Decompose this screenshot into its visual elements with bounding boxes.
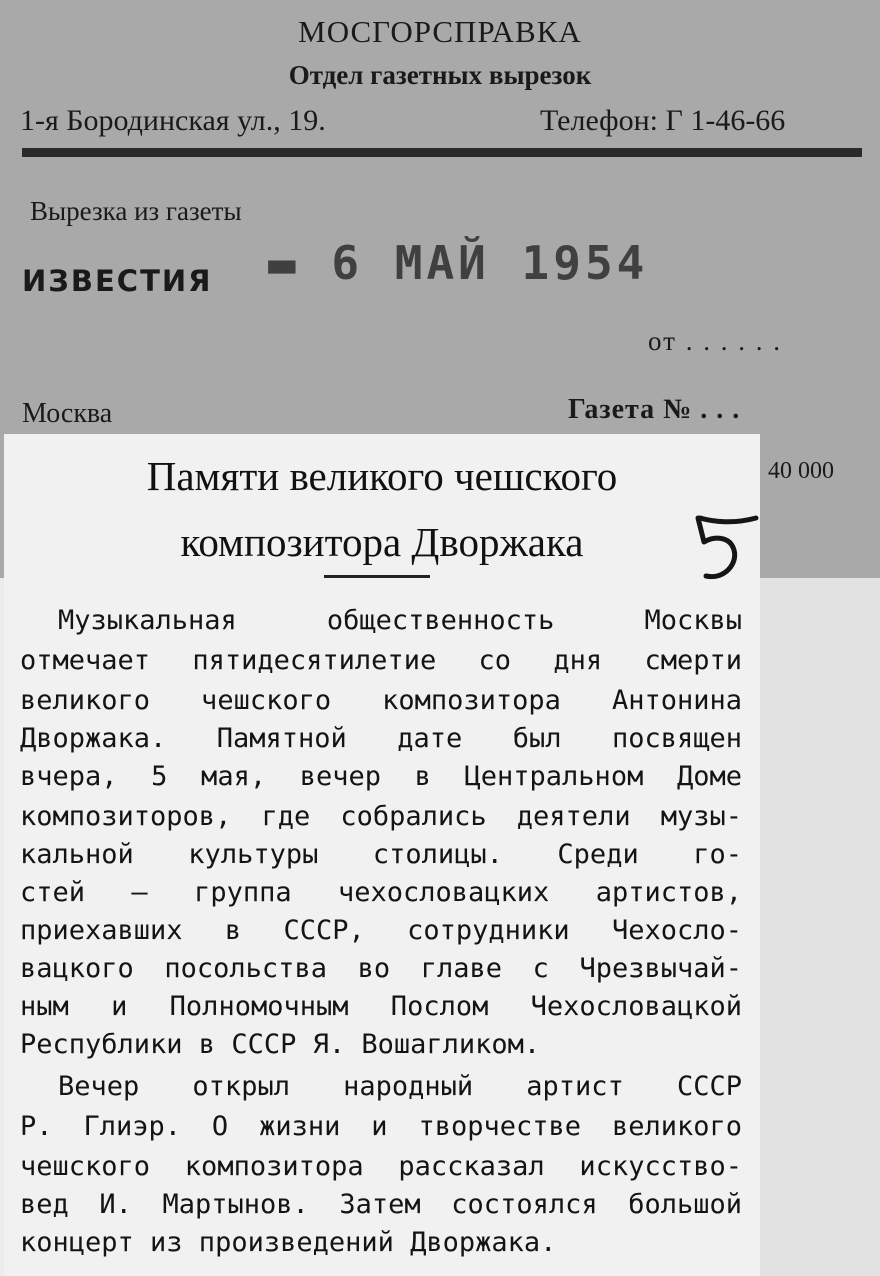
issue-number-field: Газета № . . . (568, 394, 741, 425)
title-underline (324, 575, 430, 578)
article-line: ным и Полномочным Послом Чехословацкой (20, 991, 742, 1022)
header-divider (22, 148, 862, 157)
address: 1-я Бородинская ул., 19. (20, 104, 326, 137)
handwritten-five-mark (690, 506, 760, 596)
article-line: стей — группа чехословацких артистов, (20, 877, 742, 908)
article-line: чешского композитора рассказал искусство- (20, 1151, 742, 1182)
article-title-line-2: композитора Дворжака (180, 519, 584, 565)
department-name: Отдел газетных вырезок (288, 60, 592, 90)
article-line: кальной культуры столицы. Среди го- (20, 839, 742, 870)
article-line: Р. Глиэр. О жизни и творчестве великого (20, 1111, 742, 1142)
date-stamp-text: 6 МАЙ 1954 (331, 236, 649, 290)
clipping-label: Вырезка из газеты (30, 196, 242, 226)
article-line: вацкого посольства во главе с Чрезвычай- (20, 953, 742, 984)
article-line: великого чешского композитора Антонина (20, 685, 742, 716)
from-field: от . . . . . . (648, 326, 782, 356)
article-line: концерт из произведений Дворжака. (20, 1227, 557, 1258)
circulation-number: 40 000 (768, 458, 834, 484)
date-stamp (268, 236, 648, 290)
article-line: Музыкальная общественность Москвы (58, 605, 742, 636)
stamp-dash: ▬ (268, 236, 332, 290)
organization-name: МОСГОРСПРАВКА (298, 14, 582, 49)
newspaper-name: ИЗВЕСТИЯ (22, 264, 213, 298)
article-line: отмечает пятидесятилетие со дня смерти (20, 645, 742, 676)
article-line: приехавших в СССР, сотрудники Чехосло- (20, 915, 742, 946)
article-line: Республики в СССР Я. Вошагликом. (20, 1029, 541, 1060)
article-line: вед И. Мартынов. Затем состоялся большой (20, 1189, 742, 1220)
article-line: композиторов, где собрались деятели музы- (20, 801, 742, 832)
article-line: Вечер открыл народный артист СССР (58, 1071, 742, 1102)
phone-number: Телефон: Г 1-46-66 (540, 104, 786, 137)
article-title-line-1: Памяти великого чешского (146, 453, 618, 499)
article-line: вчера, 5 мая, вечер в Центральном Доме (20, 761, 742, 792)
city-label: Москва (22, 398, 113, 429)
form-edge-strip (760, 578, 880, 1276)
article-line: Дворжака. Памятной дате был посвящен (20, 723, 742, 754)
